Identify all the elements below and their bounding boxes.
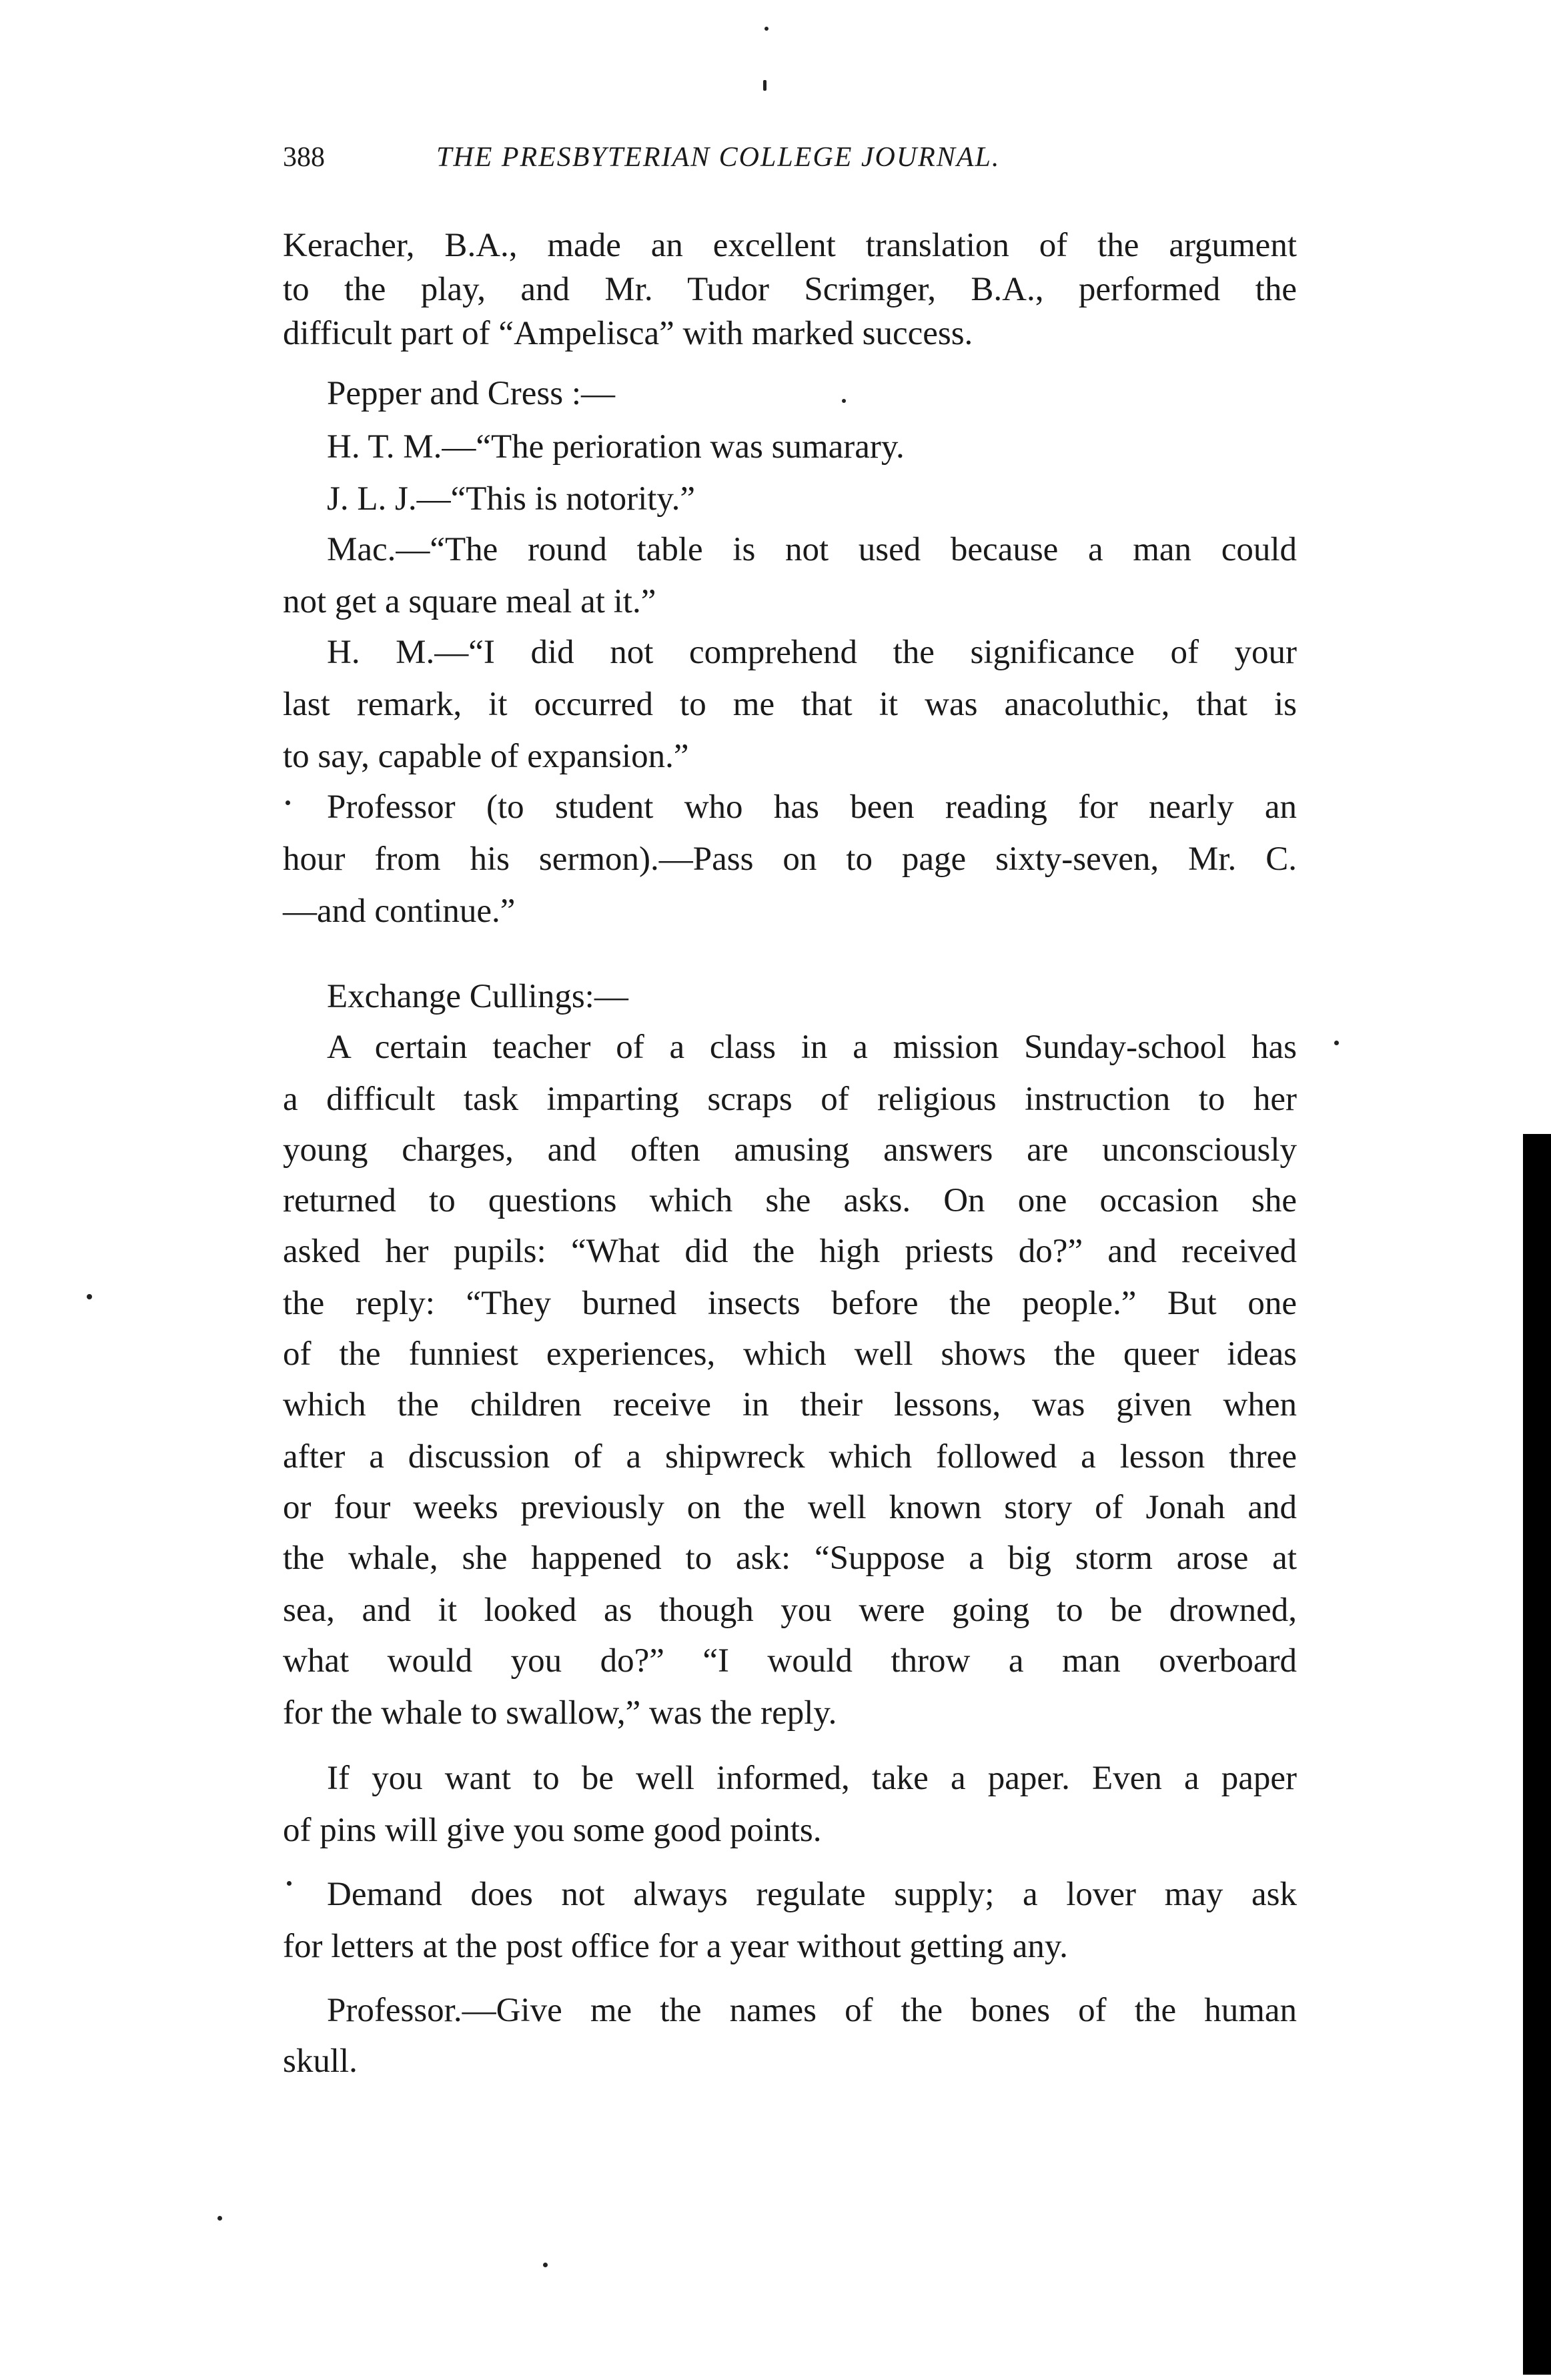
text-line: to the play, and Mr. Tudor Scrimger, B.A., performed the bbox=[283, 271, 1297, 308]
text-line: or four weeks previously on the well known story of Jonah and bbox=[283, 1489, 1297, 1526]
text-line: the reply: “They burned insects before the people.” But one bbox=[283, 1285, 1297, 1322]
text-line: to say, capable of expansion.” bbox=[283, 738, 689, 775]
scan-speck bbox=[287, 1881, 292, 1886]
text-line: the whale, she happened to ask: “Suppose a big storm arose at bbox=[283, 1540, 1297, 1577]
text-line: which the children receive in their lessons, was given when bbox=[283, 1386, 1297, 1423]
page-number: 388 bbox=[283, 142, 325, 173]
text-line: asked her pupils: “What did the high priests do?” and received bbox=[283, 1233, 1297, 1270]
text-line: for the whale to swallow,” was the reply. bbox=[283, 1694, 837, 1732]
text-line: of pins will give you some good points. bbox=[283, 1812, 822, 1849]
text-line: A certain teacher of a class in a mission Sunday-school has bbox=[327, 1029, 1297, 1066]
page-header bbox=[283, 141, 1283, 181]
text-line: of the funniest experiences, which well shows the queer ideas bbox=[283, 1335, 1297, 1373]
text-line: H. M.—“I did not comprehend the significance of your bbox=[327, 634, 1297, 671]
scan-speck bbox=[543, 2263, 548, 2267]
text-line: Professor (to student who has been reading for nearly an bbox=[327, 788, 1297, 826]
text-line: Keracher, B.A., made an excellent translation of the argument bbox=[283, 227, 1297, 264]
text-line: hour from his sermon).—Pass on to page sixty-seven, Mr. C. bbox=[283, 840, 1297, 878]
section-heading: Pepper and Cress :— bbox=[327, 375, 616, 412]
text-line: after a discussion of a shipwreck which followed a lesson three bbox=[283, 1438, 1297, 1475]
text-line: for letters at the post office for a year without getting any. bbox=[283, 1928, 1068, 1965]
scan-speck bbox=[1334, 1041, 1339, 1045]
scan-speck bbox=[217, 2216, 222, 2221]
text-line: difficult part of “Ampelisca” with marked success. bbox=[283, 315, 973, 352]
text-line: Demand does not always regulate supply; a lover may ask bbox=[327, 1876, 1297, 1913]
text-line: Mac.—“The round table is not used because a man could bbox=[327, 531, 1297, 568]
text-line: Professor.—Give me the names of the bones of the human bbox=[327, 1992, 1297, 2029]
text-line: returned to questions which she asks. On one occasion she bbox=[283, 1182, 1297, 1219]
text-line: H. T. M.—“The perioration was sumarary. bbox=[327, 428, 905, 466]
text-line: J. L. J.—“This is notority.” bbox=[327, 480, 695, 518]
text-line: not get a square meal at it.” bbox=[283, 583, 656, 620]
scan-speck bbox=[286, 800, 290, 805]
scan-speck bbox=[764, 27, 768, 31]
section-heading: Exchange Cullings:— bbox=[327, 978, 628, 1015]
text-line: last remark, it occurred to me that it was anacoluthic, that is bbox=[283, 686, 1297, 723]
text-line: what would you do?” “I would throw a man overboard bbox=[283, 1642, 1297, 1680]
text-line: sea, and it looked as though you were going to be drowned, bbox=[283, 1592, 1297, 1629]
running-title: THE PRESBYTERIAN COLLEGE JOURNAL. bbox=[436, 142, 1001, 173]
text-line: skull. bbox=[283, 2042, 358, 2080]
text-line: If you want to be well informed, take a paper. Even a paper bbox=[327, 1760, 1297, 1797]
text-line: a difficult task imparting scraps of religious instruction to her bbox=[283, 1081, 1297, 1118]
text-line: —and continue.” bbox=[283, 892, 516, 930]
text-line: young charges, and often amusing answers are unconsciously bbox=[283, 1131, 1297, 1169]
scan-speck bbox=[87, 1294, 92, 1299]
scan-edge-bar bbox=[1523, 1134, 1551, 2375]
scan-speck bbox=[763, 80, 766, 91]
scan-speck bbox=[842, 399, 846, 403]
